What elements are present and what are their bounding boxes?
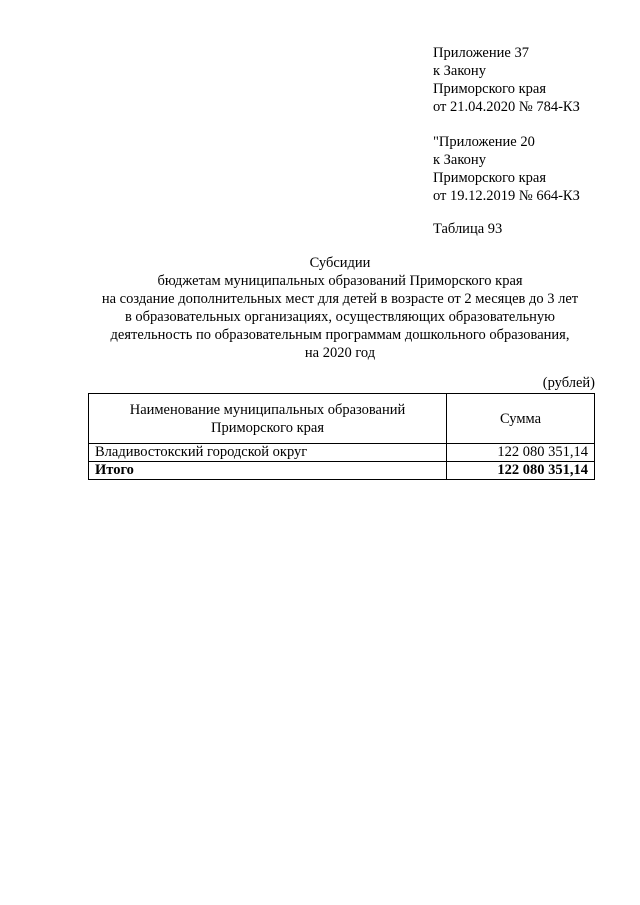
appendix-original-line1: "Приложение 20	[433, 134, 535, 150]
appendix-original-line4: от 19.12.2019 № 664-КЗ	[433, 188, 580, 204]
table-header-row	[89, 394, 595, 444]
appendix-current-line1: Приложение 37	[433, 45, 529, 61]
currency-unit-label: (рублей)	[542, 375, 595, 391]
appendix-current-line4: от 21.04.2020 № 784-КЗ	[433, 99, 580, 115]
row-amount: 122 080 351,14	[447, 444, 595, 462]
header-name-line2: Приморского края	[210, 419, 324, 436]
appendix-current-header	[433, 44, 580, 116]
document-title	[60, 254, 620, 362]
appendix-original-header	[433, 133, 580, 205]
title-line2: бюджетам муниципальных образований Приморского края	[157, 273, 523, 289]
header-municipality-name	[89, 394, 447, 444]
appendix-original-line3: Приморского края	[433, 170, 547, 186]
header-sum: Сумма	[447, 394, 595, 444]
title-line6: на 2020 год	[304, 345, 376, 361]
appendix-current-line2: к Закону	[433, 63, 486, 79]
subsidy-table	[88, 393, 595, 480]
title-line4: в образовательных организациях, осуществляющих образовательную	[124, 309, 556, 325]
table-number: Таблица 93	[433, 221, 503, 237]
title-line5: деятельность по образовательным программам дошкольного образования,	[110, 327, 570, 343]
title-line1: Субсидии	[309, 255, 371, 271]
row-municipality-name: Владивостокский городской округ	[89, 444, 447, 462]
total-label: Итого	[89, 462, 447, 480]
header-name-line1: Наименование муниципальных образований	[129, 401, 406, 418]
total-amount: 122 080 351,14	[447, 462, 595, 480]
appendix-current-line3: Приморского края	[433, 81, 547, 97]
table-total-row	[89, 462, 595, 480]
table-row	[89, 444, 595, 462]
title-line3: на создание дополнительных мест для детей в возрасте от 2 месяцев до 3 лет	[101, 291, 579, 307]
appendix-original-line2: к Закону	[433, 152, 486, 168]
